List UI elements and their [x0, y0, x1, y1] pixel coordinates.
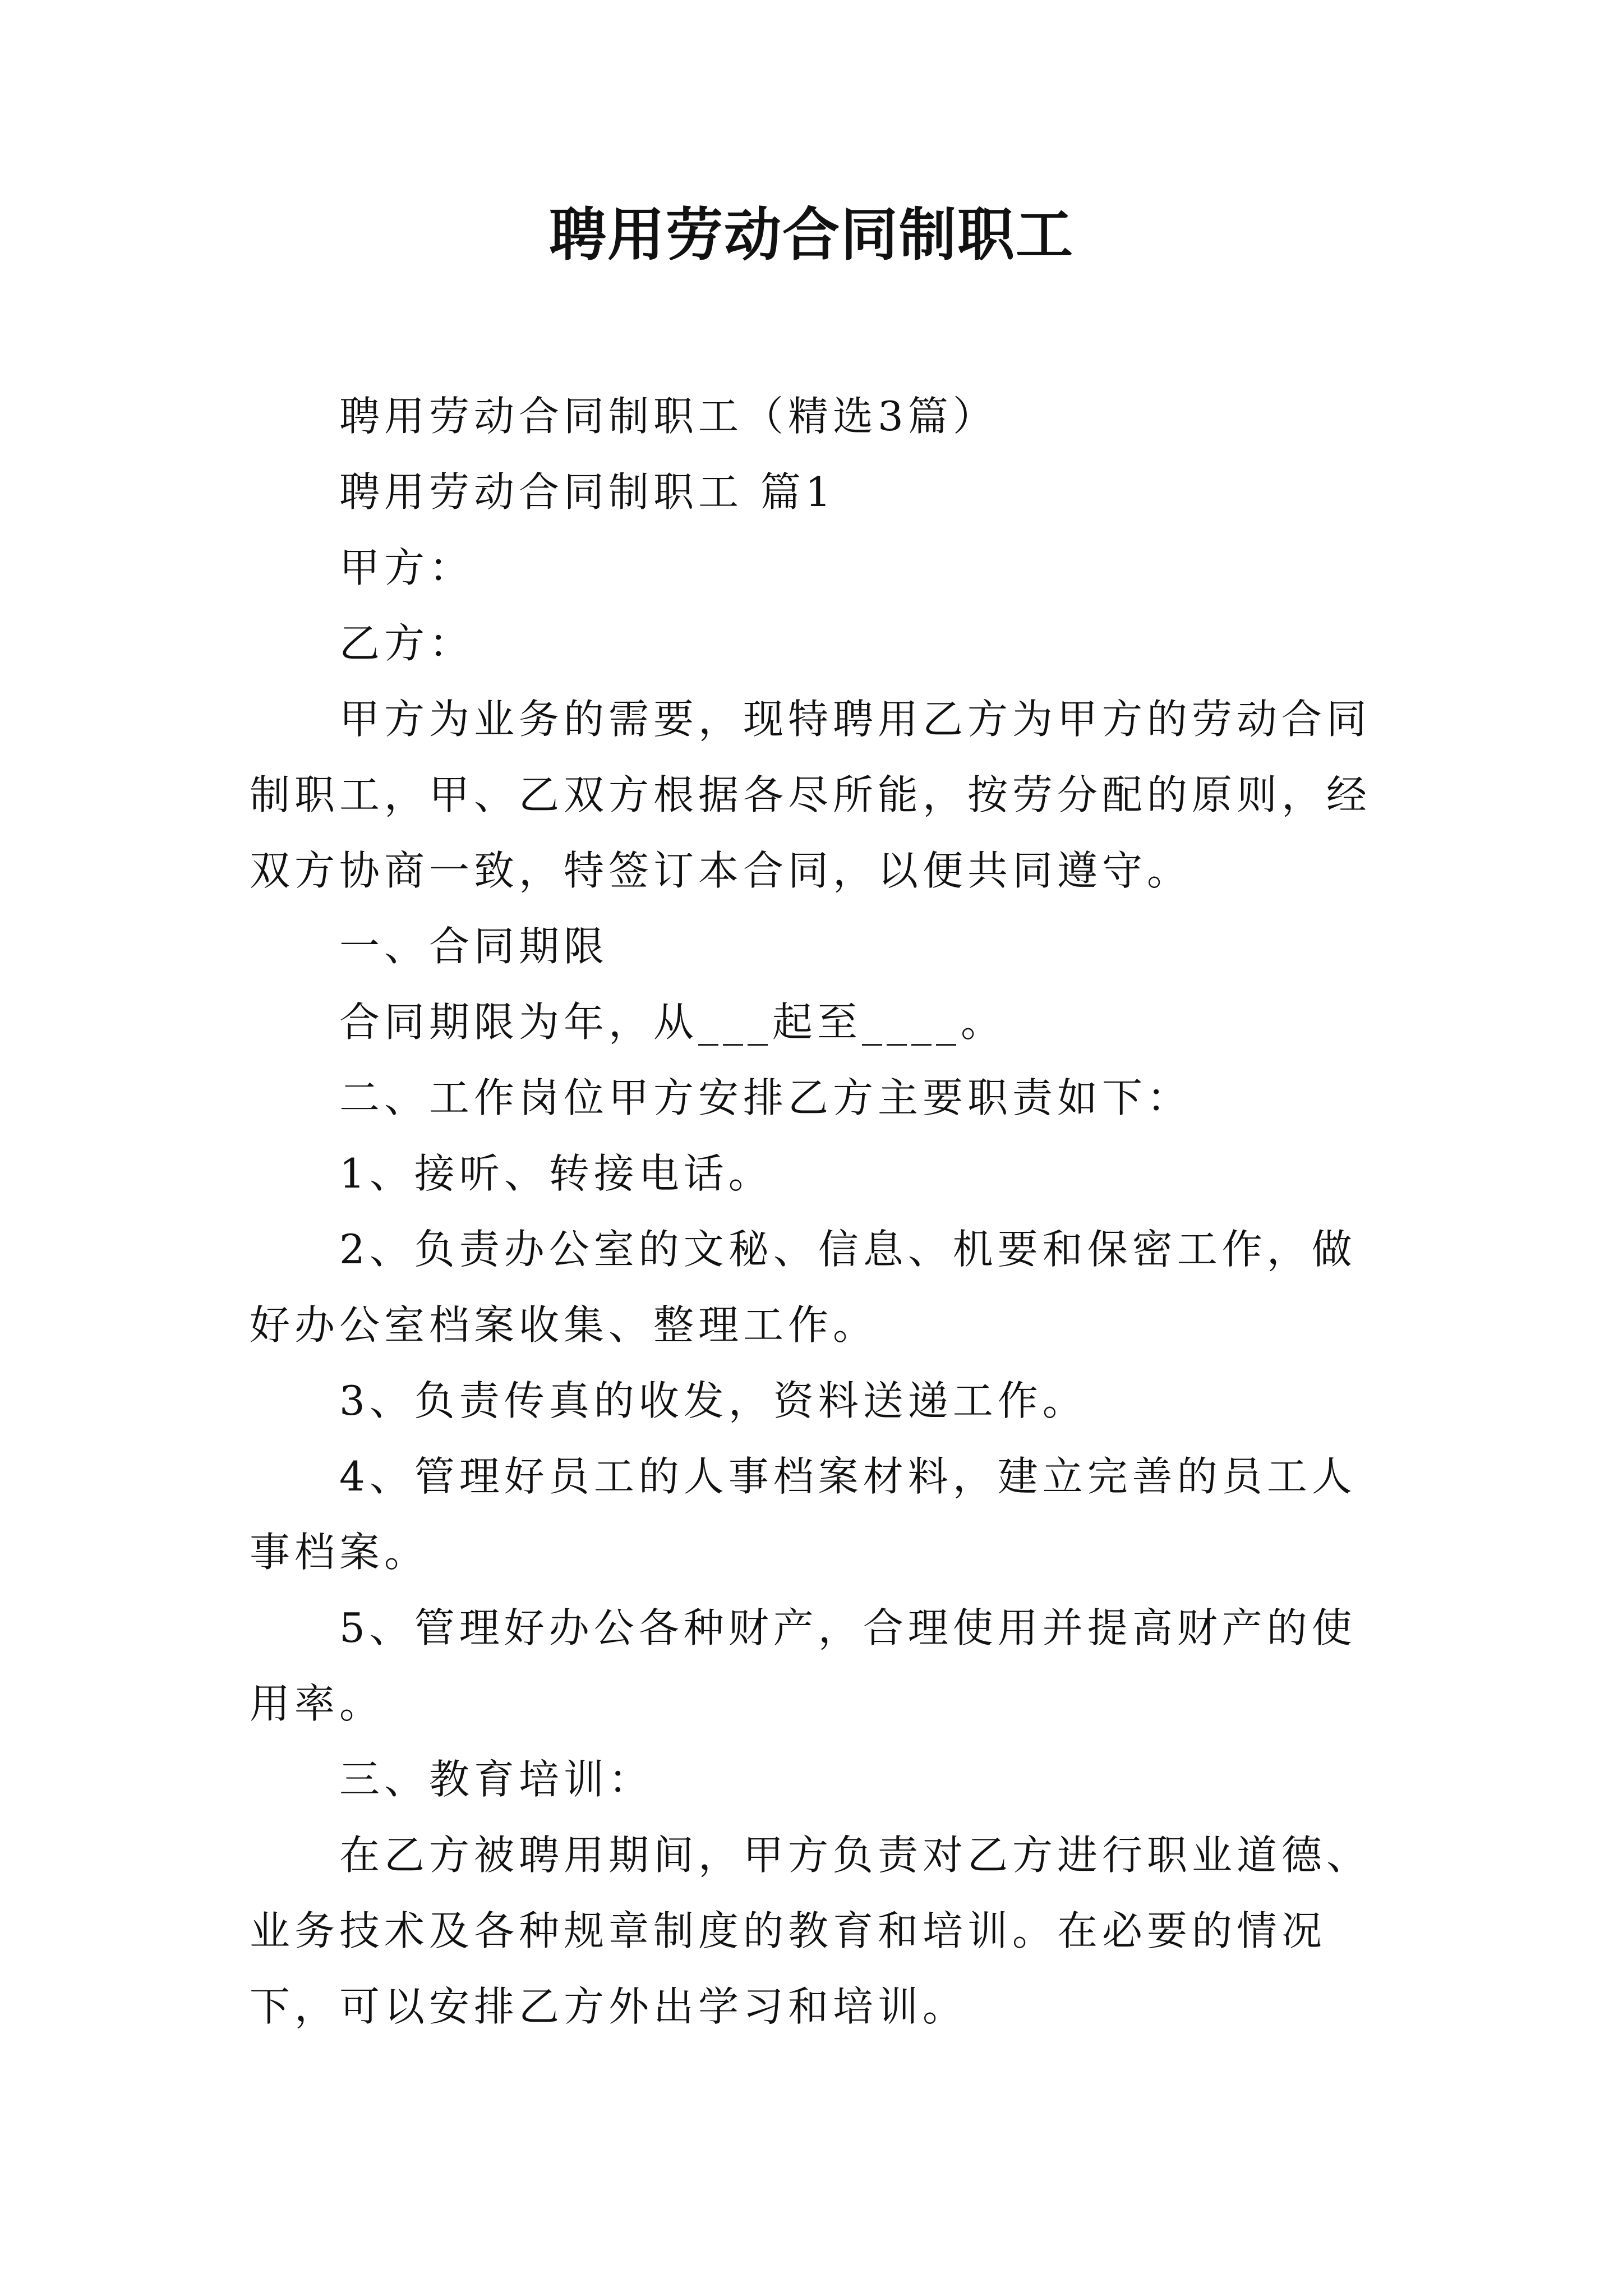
intro-paragraph: 甲方为业务的需要，现特聘用乙方为甲方的劳动合同制职工，甲、乙双方根据各尽所能，按劳分配的原则，经双方协商一致，特签订本合同，以便共同遵守。: [250, 696, 1372, 894]
clause-heading-position: 二、工作岗位甲方安排乙方主要职责如下：: [339, 1074, 1192, 1121]
document-body: [250, 379, 1388, 2045]
party-a-line: 甲方：: [339, 544, 474, 591]
section-heading-paragraph: 聘用劳动合同制职工 篇1: [339, 468, 836, 516]
document-title: 聘用劳动合同制职工: [549, 202, 1074, 269]
term-paragraph: 合同期限为年，从___起至____。: [339, 999, 1006, 1046]
duty-item: 2、负责办公室的文秘、信息、机要和保密工作，做好办公室档案收集、整理工作。: [250, 1226, 1357, 1349]
party-b-line: 乙方：: [339, 620, 474, 667]
subtitle-paragraph: 聘用劳动合同制职工（精选3篇）: [339, 393, 998, 440]
duty-item: 1、接听、转接电话。: [339, 1150, 773, 1197]
clause-heading-term: 一、合同期限: [339, 923, 609, 970]
duty-item: 5、管理好办公各种财产，合理使用并提高财产的使用率。: [250, 1604, 1357, 1727]
duty-item: 3、负责传真的收发，资料送递工作。: [339, 1377, 1087, 1424]
duty-item: 4、管理好员工的人事档案材料，建立完善的员工人事档案。: [250, 1453, 1357, 1576]
clause-heading-training: 三、教育培训：: [339, 1756, 654, 1803]
training-paragraph: 在乙方被聘用期间，甲方负责对乙方进行职业道德、业务技术及各种规章制度的教育和培训。在必要的情况下，可以安排乙方外出学习和培训。: [250, 1832, 1372, 2030]
